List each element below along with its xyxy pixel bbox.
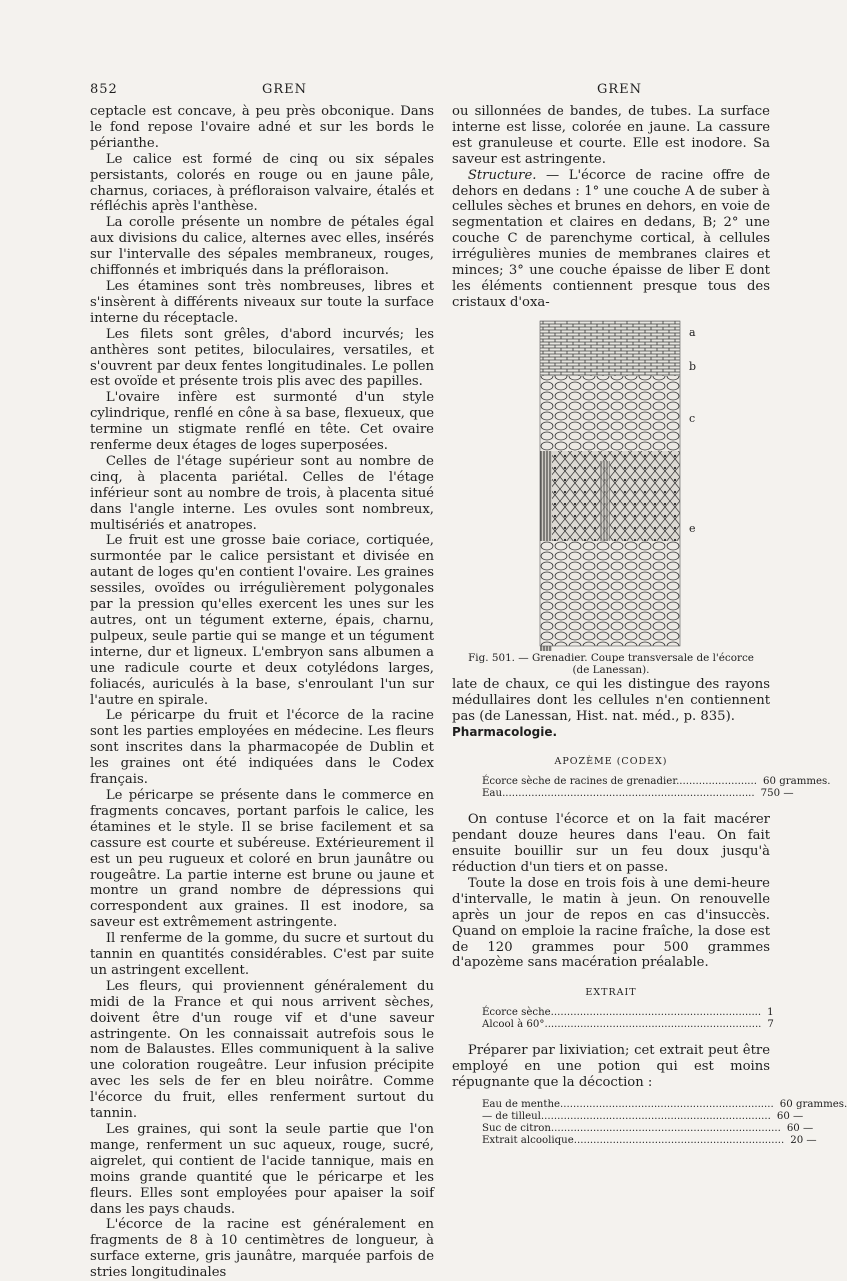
figure-501 bbox=[452, 321, 770, 646]
paragraph: ou sillonnées de bandes, de tubes. La surface interne est lisse, colorée en jaune. La cassure est granuleuse et courte. Elle est inodore. Sa saveur est astringente. bbox=[452, 104, 770, 167]
quantity: 750 — bbox=[760, 788, 794, 800]
paragraph: Préparer par lixiviation; cet extrait peut être employé en une potion qui est moins répugnante que la décoction : bbox=[452, 1043, 770, 1091]
quantity: 60 — bbox=[776, 1111, 804, 1122]
ingredient: Eau.............................................................................. bbox=[482, 788, 755, 800]
recipe-row bbox=[482, 776, 831, 788]
paragraph: Le calice est formé de cinq ou six sépales persistants, colorés en rouge ou en jaune pâle, charnus, coriaces, à préfloraison valvaire, étalés et réfléchis après l'anthèse. bbox=[90, 151, 434, 215]
recipe-row bbox=[482, 1007, 774, 1019]
structure-text: — L'écorce de racine offre de dehors en dedans : 1° une couche A de suber à cellules sèches et brunes en dehors, en voie de segmentation et claires en dedans, B; 2° une couche C de parenchyme cortical, à cellules irrégulières munies de membranes claires et minces; 3° une couche épaisse de liber E dont les éléments contiennent presque tous des cristaux d'oxa- bbox=[452, 167, 770, 310]
paragraph: Les fleurs, qui proviennent généralement du midi de la France et qui nous arrivent sèches, doivent être d'un rouge vif et d'une saveur astringente. On les connaissait autrefois sous le nom de Balaustes. Elles communiquent à la salive une coloration rougeâtre. Leur infusion précipite avec les sels de fer en bleu noirâtre. Comme l'écorce du fruit, elles renferment surtout du tannin. bbox=[90, 978, 434, 1122]
ingredient: Eau de menthe.................................................................. bbox=[482, 1099, 774, 1110]
ingredient: Écorce sèche................................................................. bbox=[482, 1007, 762, 1019]
ingredient: — de tilleul....................................................................... bbox=[482, 1111, 771, 1122]
figure-caption bbox=[452, 652, 770, 677]
paragraph: Toute la dose en trois fois à une demi-heure d'intervalle, le matin à jeun. On renouvelle après un jour de repos en cas d'insuccès. Quand on emploie la racine fraîche, la dose est de 120 grammes pour 500 grammes d'apozème sans macération préalable. bbox=[452, 875, 770, 971]
paragraph: Le péricarpe du fruit et l'écorce de la racine sont les parties employées en médecine. Les fleurs sont inscrites dans la pharmacopée de Dublin et les graines ont été indiquées dans le Codex français. bbox=[90, 708, 434, 788]
structure-label: Structure. bbox=[467, 167, 537, 183]
left-column bbox=[90, 104, 434, 1281]
apozeme-heading: APOZÈME (CODEX) bbox=[554, 756, 668, 768]
paragraph: ceptacle est concave, à peu près obconique. Dans le fond repose l'ovaire adné et sur les bords le périanthe. bbox=[90, 104, 434, 151]
paragraph: Il renferme de la gomme, du sucre et surtout du tannin en quantités considérables. C'est par suite un astringent excellent. bbox=[90, 931, 434, 978]
figure-label-c: c bbox=[689, 411, 696, 425]
paragraph: Les filets sont grêles, d'abord incurvés; les anthères sont petites, biloculaires, versatiles, et s'ouvrent par deux fentes longitudinales. Le pollen est ovoïde et présente trois plis avec des papilles. bbox=[90, 326, 434, 390]
figure-label-a: a bbox=[689, 325, 696, 339]
figure-label-b: b bbox=[689, 359, 697, 373]
quantity: 60 grammes. bbox=[779, 1099, 847, 1110]
header-left-title: GREN bbox=[262, 82, 308, 97]
right-column bbox=[452, 104, 847, 1159]
quantity: 60 grammes. bbox=[763, 776, 831, 788]
quantity: 60 — bbox=[786, 1123, 814, 1134]
paragraph: Les graines, qui sont la seule partie que l'on mange, renferment un suc aqueux, rouge, sucré, aigrelet, qui contient de l'acide tannique, mais en moins grande quantité que le péricarpe et les fleurs. Elles sont employées pour apaiser la soif dans les pays chauds. bbox=[90, 1122, 434, 1217]
figure-label-e: e bbox=[689, 521, 696, 535]
paragraph: La corolle présente un nombre de pétales égal aux divisions du calice, alternes avec elles, insérés sur l'intervalle des sépales membraneux, rouges, chiffonnés et imbriqués dans la préfloraison. bbox=[90, 215, 434, 279]
header-right-title: GREN bbox=[597, 82, 643, 97]
paragraph: Celles de l'étage supérieur sont au nombre de cinq, à placenta pariétal. Celles de l'étage inférieur sont au nombre de trois, à placenta situé dans l'angle interne. Les ovules sont nombreux, multisériés et anatropes. bbox=[90, 453, 434, 533]
recipe-row bbox=[482, 1135, 817, 1147]
quantity: 7 bbox=[767, 1019, 774, 1031]
extrait-heading: EXTRAIT bbox=[585, 987, 637, 999]
caption-line: (de Lanessan). bbox=[572, 664, 650, 677]
ingredient: Écorce sèche de racines de grenadier......................... bbox=[482, 776, 758, 788]
paragraph: Les étamines sont très nombreuses, libres et s'insèrent à différents niveaux sur toute la surface interne du réceptacle. bbox=[90, 278, 434, 326]
apozeme-recipe bbox=[482, 776, 831, 800]
paragraph: L'écorce de la racine est généralement en fragments de 8 à 10 centimètres de longueur, à surface externe, gris jaunâtre, marquée parfois de stries longitudinales bbox=[90, 1217, 434, 1281]
ingredient: Suc de citron....................................................................... bbox=[482, 1123, 781, 1134]
ingredient: Extrait alcoolique................................................................. bbox=[482, 1135, 785, 1146]
recipe-row bbox=[482, 1111, 804, 1123]
caption-line: Fig. 501. — Grenadier. Coupe transversale de l'écorce bbox=[468, 651, 754, 664]
paragraph: On contuse l'écorce et on la fait macérer pendant douze heures dans l'eau. On fait ensuite bouillir sur un feu doux jusqu'à réduction d'un tiers et on passe. bbox=[452, 812, 770, 876]
paragraph: late de chaux, ce qui les distingue des rayons médullaires dont les cellules n'en contiennent pas (de Lanessan, Hist. nat. méd., p. 835). bbox=[452, 676, 770, 724]
recipe-row bbox=[482, 1099, 847, 1111]
bark-cross-section-illustration bbox=[540, 321, 688, 651]
quantity: 20 — bbox=[790, 1135, 817, 1146]
paragraph: L'ovaire infère est surmonté d'un style cylindrique, renflé en cône à sa base, flexueux, que termine un stigmate renflé en tête. Cet ovaire renferme deux étages de loges superposées. bbox=[90, 390, 434, 454]
recipe-row bbox=[482, 788, 794, 800]
paragraph: Le péricarpe se présente dans le commerce en fragments concaves, portant parfois le calice, les étamines et le style. Il se brise facilement et sa cassure est courte et subéreuse. Extérieurement il est un peu rugueux et coloré en brun jaunâtre ou rougeâtre. La partie interne est brune ou jaune et montre un grand nombre de dépressions qui correspondent aux graines. Il est inodore, sa saveur est extrêmement astringente. bbox=[90, 787, 434, 931]
section-heading: Pharmacologie. bbox=[452, 724, 558, 739]
recipe-row bbox=[482, 1019, 774, 1031]
recipe-row bbox=[482, 1123, 814, 1135]
page-number: 852 bbox=[90, 82, 118, 97]
running-header bbox=[0, 82, 800, 102]
ingredient: Alcool à 60°................................................................... bbox=[482, 1019, 762, 1031]
extrait-recipe bbox=[482, 1007, 774, 1031]
quantity: 1 bbox=[767, 1007, 774, 1019]
paragraph: Le fruit est une grosse baie coriace, cortiquée, surmontée par le calice persistant et divisée en autant de loges qu'en contient l'ovaire. Les graines sessiles, ovoïdes ou irrégulièrement polygonales par la pression qu'elles exercent les unes sur les autres, ont un tégument externe, épais, charnu, pulpeux, seule partie qui se mange et un tégument interne, dur et ligneux. L'embryon sans albumen a une radicule courte et deux cotylédons larges, foliacés, auriculés à la base, s'enroulant l'un sur l'autre en spirale. bbox=[90, 533, 434, 708]
decoction-recipe bbox=[482, 1099, 847, 1147]
structure-paragraph bbox=[452, 168, 770, 311]
